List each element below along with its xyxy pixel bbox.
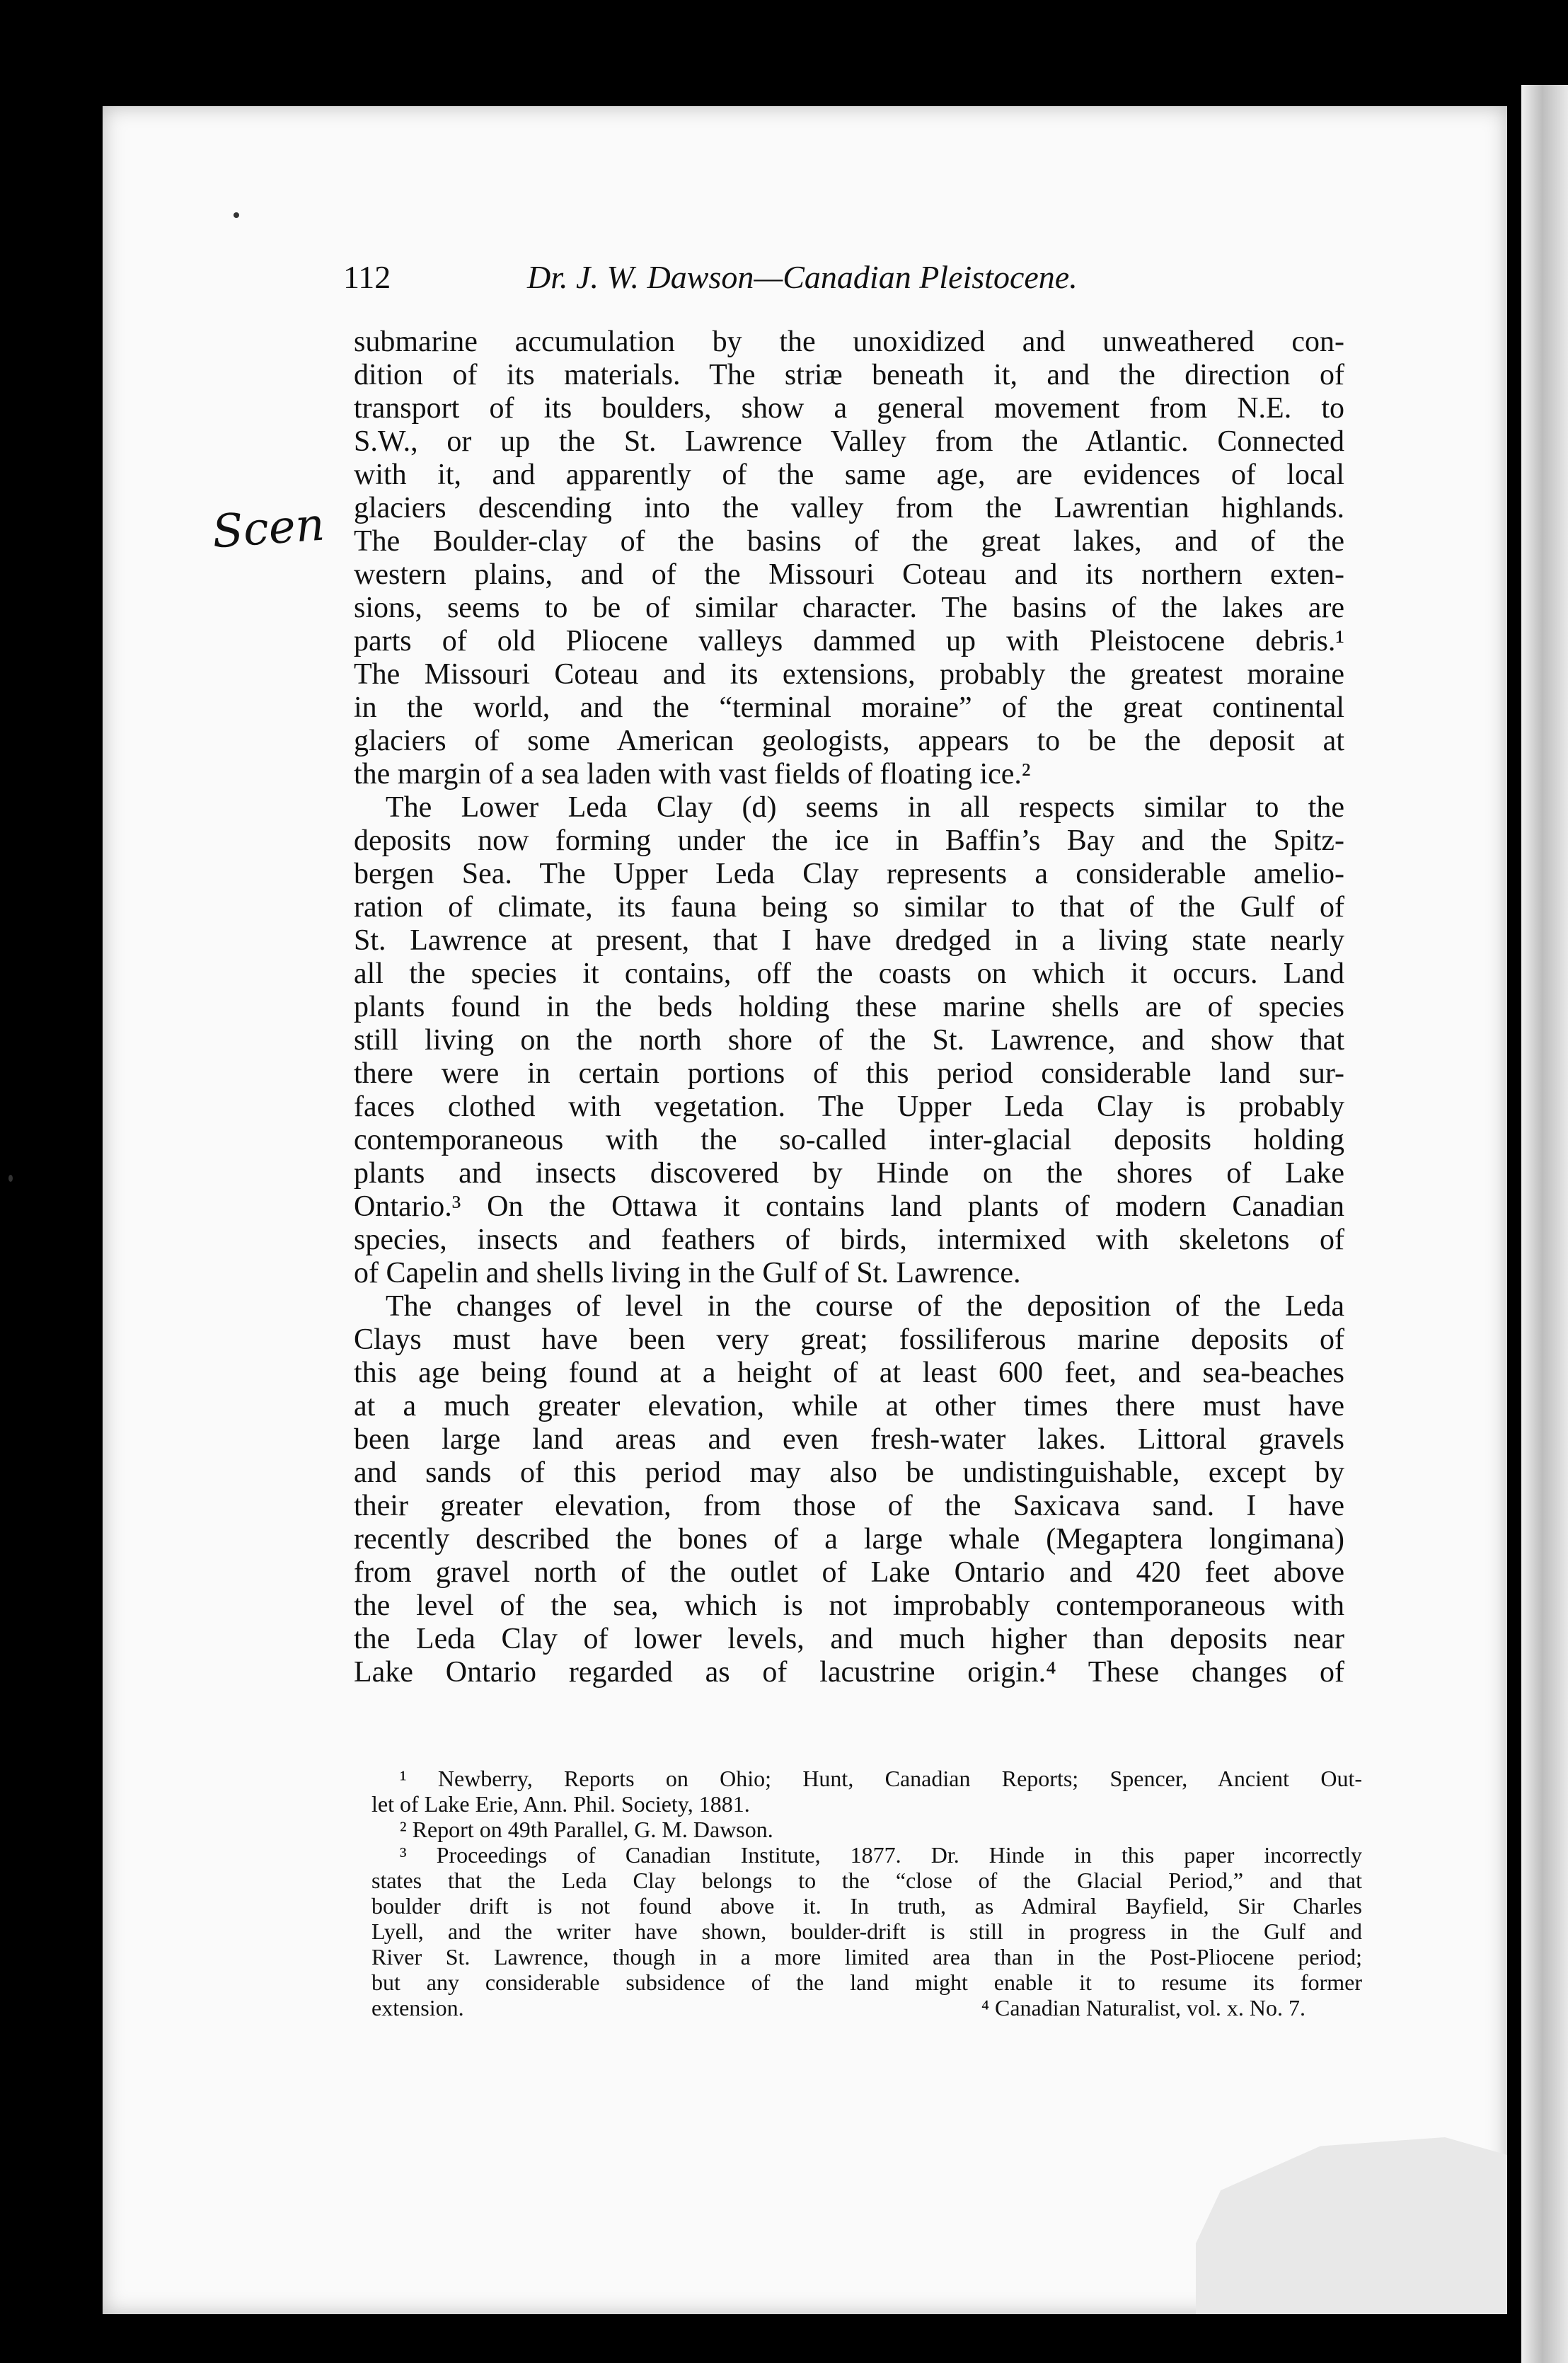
footnote-final-line <box>371 1995 1362 2020</box>
text-line: bergen Sea. The Upper Leda Clay represents a considerable amelio- <box>354 858 1344 890</box>
text-line: and sands of this period may also be undistinguishable, except by <box>354 1456 1344 1489</box>
text-line: plants and insects discovered by Hinde on the shores of Lake <box>354 1157 1344 1190</box>
text-line: species, insects and feathers of birds, intermixed with skeletons of <box>354 1224 1344 1256</box>
text-line: of Capelin and shells living in the Gulf of St. Lawrence. <box>354 1257 1021 1289</box>
text-line: the margin of a sea laden with vast fields of floating ice.² <box>354 758 1031 790</box>
text-line: the Leda Clay of lower levels, and much higher than deposits near <box>354 1623 1344 1655</box>
text-line: recently described the bones of a large whale (Megaptera longimana) <box>354 1523 1344 1556</box>
text-line: transport of its boulders, show a general movement from N.E. to <box>354 392 1344 425</box>
adjacent-page-edge <box>1521 85 1568 2363</box>
running-head <box>343 258 1178 301</box>
text-line: their greater elevation, from those of the Saxicava sand. I have <box>354 1490 1344 1522</box>
text-line: The Boulder-clay of the basins of the great lakes, and of the <box>354 525 1344 558</box>
text-line: St. Lawrence at present, that I have dredged in a living state nearly <box>354 924 1344 957</box>
ink-speck <box>234 212 239 218</box>
text-line: plants found in the beds holding these marine shells are of species <box>354 991 1344 1023</box>
text-line: from gravel north of the outlet of Lake Ontario and 420 feet above <box>354 1556 1344 1589</box>
text-line: The changes of level in the course of the deposition of the Leda <box>386 1290 1344 1323</box>
text-line: parts of old Pliocene valleys dammed up with Pleistocene debris.¹ <box>354 625 1344 657</box>
text-line: ration of climate, its fauna being so similar to that of the Gulf of <box>354 891 1344 924</box>
text-line: glaciers descending into the valley from the Lawrentian highlands. <box>354 492 1344 524</box>
text-line: been large land areas and even fresh-water lakes. Littoral gravels <box>354 1423 1344 1456</box>
footnote-4: ⁴ Canadian Naturalist, vol. x. No. 7. <box>981 1995 1305 2020</box>
footnote-line: River St. Lawrence, though in a more limited area than in the Post-Pliocene period; <box>371 1944 1362 1970</box>
footnote-continuation: extension. <box>371 1995 464 2020</box>
text-line: S.W., or up the St. Lawrence Valley from the Atlantic. Connected <box>354 425 1344 458</box>
text-line: still living on the north shore of the St. Lawrence, and show that <box>354 1024 1344 1057</box>
text-line: The Lower Leda Clay (d) seems in all respects similar to the <box>386 791 1344 824</box>
footnote-line: boulder drift is not found above it. In truth, as Admiral Bayfield, Sir Charles <box>371 1893 1362 1919</box>
footnote-line: let of Lake Erie, Ann. Phil. Society, 1881. <box>371 1791 750 1817</box>
text-line: at a much greater elevation, while at other times there must have <box>354 1390 1344 1422</box>
text-line: faces clothed with vegetation. The Upper Leda Clay is probably <box>354 1091 1344 1123</box>
footnote-line: Lyell, and the writer have shown, boulder-drift is still in progress in the Gulf and <box>371 1919 1362 1944</box>
footnote-line: ¹ Newberry, Reports on Ohio; Hunt, Canadian Reports; Spencer, Ancient Out- <box>400 1766 1362 1791</box>
page-number: 112 <box>343 259 391 295</box>
footnotes <box>371 1766 1362 2020</box>
text-line: with it, and apparently of the same age, are evidences of local <box>354 459 1344 491</box>
handwritten-margin-note: Scen <box>210 498 327 559</box>
text-line: Clays must have been very great; fossiliferous marine deposits of <box>354 1323 1344 1356</box>
text-line: dition of its materials. The striæ beneath it, and the direction of <box>354 359 1344 391</box>
footnote-line: ² Report on 49th Parallel, G. M. Dawson. <box>400 1817 773 1842</box>
ink-speck <box>8 1175 13 1182</box>
footnote-line: but any considerable subsidence of the land might enable it to resume its former <box>371 1970 1362 1995</box>
text-line: glaciers of some American geologists, appears to be the deposit at <box>354 725 1344 757</box>
text-line: contemporaneous with the so-called inter-glacial deposits holding <box>354 1124 1344 1156</box>
text-line: western plains, and of the Missouri Coteau and its northern exten- <box>354 558 1344 591</box>
text-line: in the world, and the “terminal moraine” of the great continental <box>354 691 1344 724</box>
text-line: Ontario.³ On the Ottawa it contains land plants of modern Canadian <box>354 1190 1344 1223</box>
body-text <box>354 326 1344 1689</box>
text-line: sions, seems to be of similar character. The basins of the lakes are <box>354 592 1344 624</box>
text-line: deposits now forming under the ice in Baffin’s Bay and the Spitz- <box>354 824 1344 857</box>
running-head-title: Dr. J. W. Dawson—Canadian Pleistocene. <box>527 259 1078 295</box>
text-line: there were in certain portions of this period considerable land sur- <box>354 1057 1344 1090</box>
text-line: submarine accumulation by the unoxidized and unweathered con- <box>354 326 1344 358</box>
text-line: this age being found at a height of at least 600 feet, and sea-beaches <box>354 1357 1344 1389</box>
text-line: all the species it contains, off the coasts on which it occurs. Land <box>354 958 1344 990</box>
text-line: The Missouri Coteau and its extensions, probably the greatest moraine <box>354 658 1344 691</box>
text-line: Lake Ontario regarded as of lacustrine origin.⁴ These changes of <box>354 1656 1344 1689</box>
footnote-line: states that the Leda Clay belongs to the “close of the Glacial Period,” and that <box>371 1868 1362 1893</box>
text-line: the level of the sea, which is not improbably contemporaneous with <box>354 1589 1344 1622</box>
footnote-line: ³ Proceedings of Canadian Institute, 1877. Dr. Hinde in this paper incorrectly <box>400 1842 1362 1868</box>
